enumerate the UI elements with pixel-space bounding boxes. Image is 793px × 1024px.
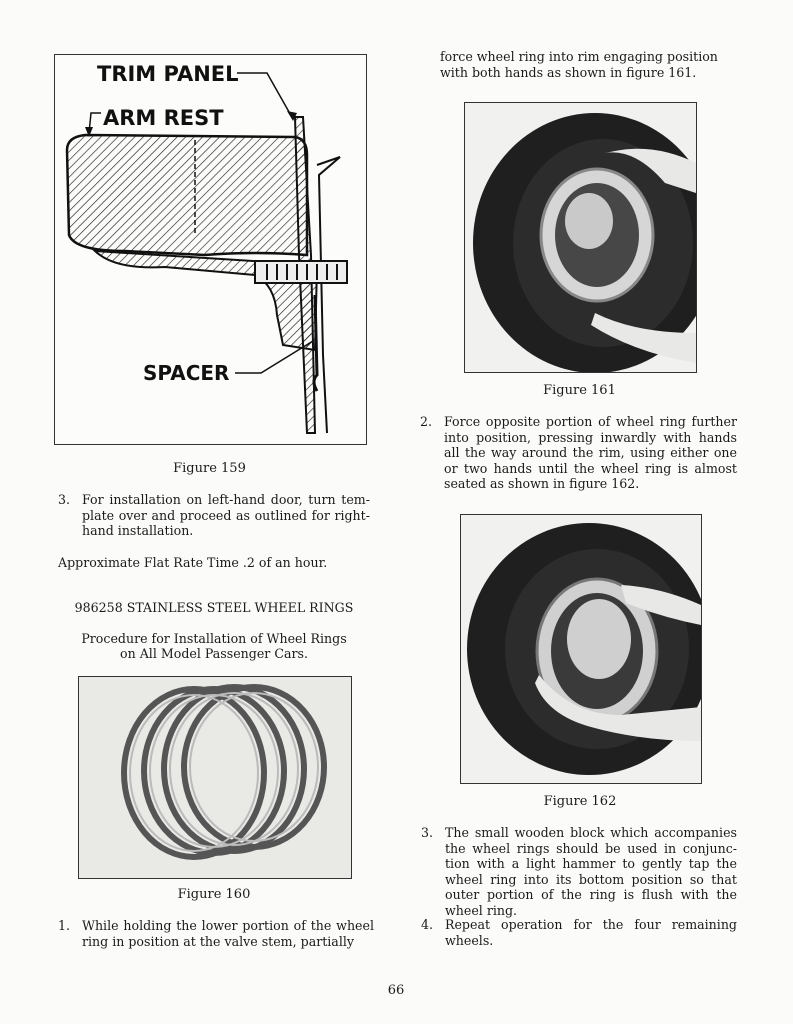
figure-159-drawing bbox=[54, 54, 367, 445]
step-4 bbox=[421, 917, 737, 949]
step-text: Force opposite portion of wheel ring further into position, pressing inwardly with hands all the way around the rim, using either one or two hands until the wheel ring is almost seated as shown in figure 162. bbox=[444, 414, 737, 491]
step-number: 4. bbox=[421, 917, 434, 932]
flat-rate-time: Approximate Flat Rate Time .2 of an hour. bbox=[58, 555, 328, 570]
step-text: Repeat operation for the four remaining wheels. bbox=[445, 917, 737, 948]
figure-162-photo bbox=[460, 514, 702, 784]
step-3-right bbox=[421, 825, 737, 918]
intro-line-2: with both hands as shown in figure 161. bbox=[440, 65, 697, 80]
spacer-label: SPACER bbox=[143, 361, 230, 385]
step-number: 3. bbox=[58, 492, 71, 507]
wheel-rings-image bbox=[79, 677, 351, 878]
figure-159-svg bbox=[55, 55, 366, 444]
arm-rest-label: ARM REST bbox=[103, 106, 224, 130]
page-number: 66 bbox=[387, 983, 405, 998]
step-3-left bbox=[58, 492, 370, 540]
figure-160-photo bbox=[78, 676, 352, 879]
step-2 bbox=[420, 414, 737, 494]
figure-159-caption: Figure 159 bbox=[173, 461, 246, 476]
figure-161-caption: Figure 161 bbox=[543, 383, 616, 398]
step-number: 2. bbox=[420, 414, 433, 429]
trim-panel-label: TRIM PANEL bbox=[97, 62, 239, 86]
spacer-block bbox=[255, 261, 347, 283]
step-text: While holding the lower portion of the wheel ring in position at the valve stem, partially bbox=[82, 918, 374, 949]
arm-rest-shape bbox=[67, 135, 307, 255]
step-1 bbox=[58, 918, 374, 950]
procedure-title-line1: Procedure for Installation of Wheel Rings bbox=[81, 631, 347, 646]
figure-161-photo bbox=[464, 102, 697, 373]
step-number: 3. bbox=[421, 825, 434, 840]
step-text: The small wooden block which accompanies the wheel rings should be used in conjunc-tion with a light hammer to gently tap the wheel ring into its bottom position so that outer portion of the ring is flush with the wheel ring. bbox=[445, 825, 737, 918]
figure-162-caption: Figure 162 bbox=[543, 794, 617, 809]
figure-160-caption: Figure 160 bbox=[177, 887, 251, 902]
section-title: 986258 STAINLESS STEEL WHEEL RINGS bbox=[74, 600, 354, 615]
step-text: For installation on left-hand door, turn tem-plate over and proceed as outlined for right-hand installation. bbox=[82, 492, 370, 538]
intro-line-1: force wheel ring into rim engaging position bbox=[440, 49, 718, 64]
tire-hands-image-162 bbox=[461, 515, 701, 783]
step-number: 1. bbox=[58, 918, 71, 933]
tire-hands-image-161 bbox=[465, 103, 696, 372]
procedure-title-line2: on All Model Passenger Cars. bbox=[120, 646, 308, 661]
